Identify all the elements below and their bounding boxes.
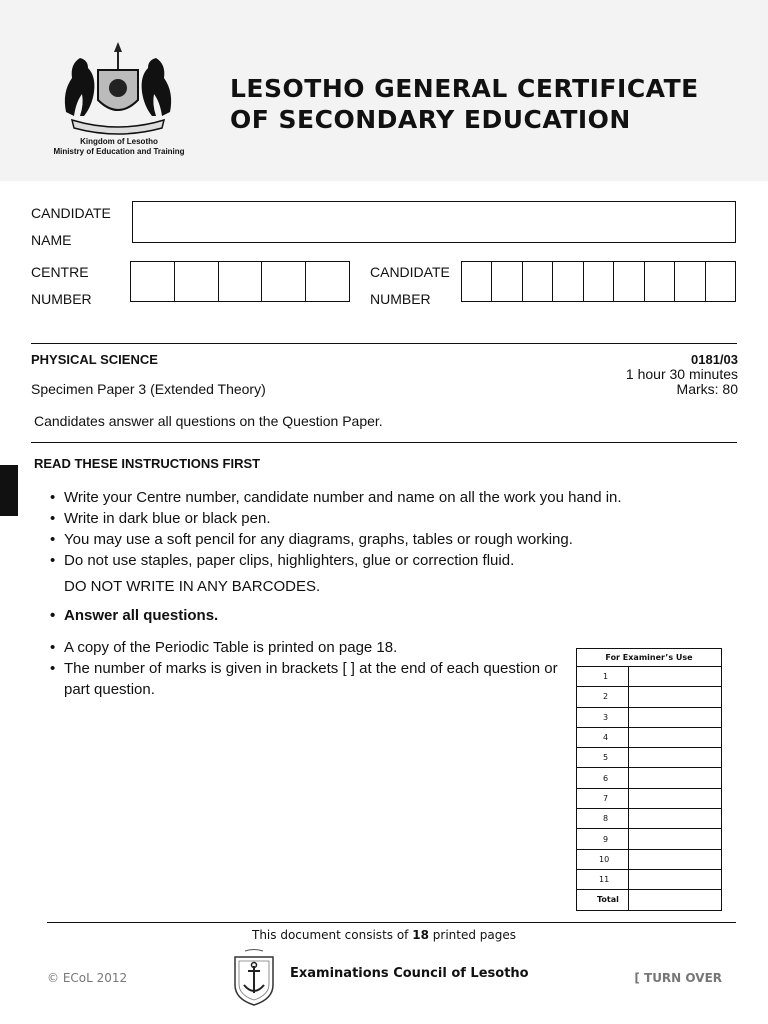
- list-item: • The number of marks is given in brackets [ ] at the end of each question or part question.: [50, 658, 560, 700]
- coat-of-arms-icon: [58, 42, 178, 138]
- table-row: [577, 687, 722, 707]
- page-count-suffix: printed pages: [432, 928, 516, 942]
- table-row: [577, 869, 722, 889]
- instructions-heading: READ THESE INSTRUCTIONS FIRST: [34, 456, 261, 471]
- question-number: 9: [577, 829, 629, 849]
- page-count: 18: [412, 928, 429, 942]
- page-count-note: [0, 928, 768, 942]
- candidates-note: Candidates answer all questions on the Question Paper.: [34, 413, 383, 429]
- candidate-number-cell[interactable]: [492, 262, 522, 301]
- crest-caption: [40, 137, 198, 157]
- centre-number-label: [31, 259, 92, 313]
- table-row: [577, 788, 722, 808]
- divider: [31, 343, 737, 344]
- anchor-crest-icon: [231, 949, 277, 1007]
- title-line2: OF SECONDARY EDUCATION: [230, 105, 631, 134]
- paper-variant: Specimen Paper 3 (Extended Theory): [31, 381, 266, 397]
- candidate-number-cell[interactable]: [462, 262, 492, 301]
- table-row: [577, 727, 722, 747]
- list-item: • You may use a soft pencil for any diagrams, graphs, tables or rough working.: [50, 529, 710, 550]
- centre-number-label-line1: CENTRE: [31, 264, 89, 280]
- divider: [31, 442, 737, 443]
- mark-cell[interactable]: [629, 849, 722, 869]
- mark-cell[interactable]: [629, 727, 722, 747]
- crest-caption-line1: Kingdom of Lesotho: [80, 137, 158, 146]
- list-item: • Write your Centre number, candidate number and name on all the work you hand in.: [50, 487, 710, 508]
- candidate-number-label: [370, 259, 450, 313]
- list-item: • Answer all questions.: [50, 605, 550, 626]
- mark-cell[interactable]: [629, 687, 722, 707]
- question-number: 10: [577, 849, 629, 869]
- candidate-name-field[interactable]: [132, 201, 736, 243]
- question-number: 6: [577, 768, 629, 788]
- mark-cell[interactable]: [629, 667, 722, 687]
- list-item: • Do not use staples, paper clips, highlighters, glue or correction fluid.: [50, 550, 710, 571]
- crest-caption-line2: Ministry of Education and Training: [53, 147, 185, 156]
- table-row: [577, 809, 722, 829]
- table-row: [577, 890, 722, 910]
- table-row: [577, 829, 722, 849]
- paper-code: 0181/03: [691, 352, 738, 367]
- candidate-number-cell[interactable]: [584, 262, 614, 301]
- question-number: 5: [577, 748, 629, 768]
- candidate-number-cell[interactable]: [675, 262, 705, 301]
- centre-number-cell[interactable]: [219, 262, 263, 301]
- question-number: 1: [577, 667, 629, 687]
- candidate-number-field[interactable]: [461, 261, 736, 302]
- table-row: [577, 748, 722, 768]
- candidate-name-label-line2: NAME: [31, 232, 72, 248]
- paper-duration: 1 hour 30 minutes: [625, 366, 738, 382]
- centre-number-cell[interactable]: [175, 262, 219, 301]
- examiner-table: [576, 648, 722, 911]
- mark-cell[interactable]: [629, 829, 722, 849]
- answer-all-list: [50, 605, 550, 626]
- instructions-list-2: [50, 637, 560, 700]
- candidate-number-label-line1: CANDIDATE: [370, 264, 450, 280]
- examiner-table-heading: For Examiner’s Use: [577, 649, 722, 667]
- question-number: 4: [577, 727, 629, 747]
- table-row: [577, 849, 722, 869]
- candidate-number-cell[interactable]: [706, 262, 735, 301]
- mark-cell[interactable]: [629, 809, 722, 829]
- candidate-number-cell[interactable]: [553, 262, 583, 301]
- centre-number-label-line2: NUMBER: [31, 291, 92, 307]
- total-cell[interactable]: [629, 890, 722, 910]
- table-row: [577, 667, 722, 687]
- page-count-prefix: This document consists of: [251, 928, 409, 942]
- candidate-number-cell[interactable]: [645, 262, 675, 301]
- question-number: 3: [577, 707, 629, 727]
- table-row: [577, 768, 722, 788]
- table-row: [577, 707, 722, 727]
- council-name: Examinations Council of Lesotho: [290, 966, 529, 981]
- candidate-number-label-line2: NUMBER: [370, 291, 431, 307]
- paper-meta: [626, 367, 738, 397]
- question-number: 11: [577, 869, 629, 889]
- mark-cell[interactable]: [629, 748, 722, 768]
- mark-cell[interactable]: [629, 869, 722, 889]
- list-item: • Write in dark blue or black pen.: [50, 508, 710, 529]
- copyright: © ECoL 2012: [47, 971, 128, 985]
- barcode-note: DO NOT WRITE IN ANY BARCODES.: [64, 578, 321, 595]
- centre-number-cell[interactable]: [306, 262, 349, 301]
- turn-over-label: [ TURN OVER: [634, 971, 722, 985]
- centre-number-cell[interactable]: [131, 262, 175, 301]
- candidate-number-cell[interactable]: [614, 262, 644, 301]
- page-title: [230, 73, 699, 135]
- paper-marks: Marks: 80: [676, 381, 738, 397]
- mark-cell[interactable]: [629, 788, 722, 808]
- centre-number-field[interactable]: [130, 261, 350, 302]
- title-line1: LESOTHO GENERAL CERTIFICATE: [230, 74, 699, 103]
- question-number: 7: [577, 788, 629, 808]
- question-number: 2: [577, 687, 629, 707]
- candidate-name-label-line1: CANDIDATE: [31, 205, 111, 221]
- footer-divider: [47, 922, 736, 923]
- centre-number-cell[interactable]: [262, 262, 306, 301]
- mark-cell[interactable]: [629, 707, 722, 727]
- total-label: Total: [577, 890, 629, 910]
- instructions-list: [50, 487, 710, 571]
- mark-cell[interactable]: [629, 768, 722, 788]
- question-number: 8: [577, 809, 629, 829]
- margin-marker: [0, 465, 18, 516]
- candidate-name-label: [31, 200, 111, 254]
- list-item: • A copy of the Periodic Table is printed on page 18.: [50, 637, 560, 658]
- candidate-number-cell[interactable]: [523, 262, 553, 301]
- subject-title: PHYSICAL SCIENCE: [31, 352, 158, 367]
